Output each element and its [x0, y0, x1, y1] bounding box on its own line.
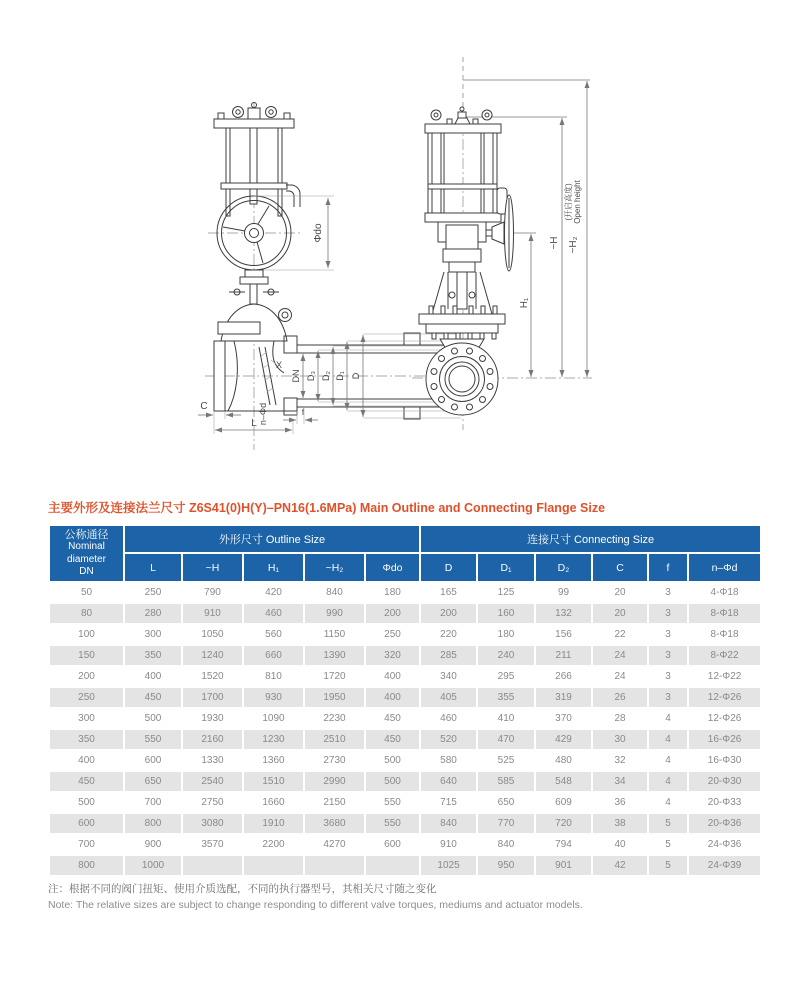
table-cell: 40 — [593, 835, 647, 854]
table-cell: 32 — [593, 751, 647, 770]
table-cell: 901 — [536, 856, 591, 875]
table-row — [50, 583, 760, 602]
table-cell: 20-Φ33 — [689, 793, 760, 812]
note-chinese: 注：根据不同的阀门扭矩、使用介质选配，不同的执行器型号，其相关尺寸随之变化 — [48, 883, 437, 895]
table-cell: 520 — [421, 730, 476, 749]
table-cell: 250 — [50, 688, 123, 707]
table-cell: 1660 — [244, 793, 303, 812]
table-cell: 500 — [50, 793, 123, 812]
table-cell: 2230 — [305, 709, 364, 728]
column-header-d2: D₂ — [536, 554, 591, 581]
column-header-phi-do: Φdo — [366, 554, 419, 581]
table-cell: 355 — [478, 688, 534, 707]
table-cell: 1000 — [125, 856, 181, 875]
dim-label-open-height-cn: (开启高度) — [564, 183, 573, 221]
table-cell — [305, 856, 364, 875]
table-cell: 320 — [366, 646, 419, 665]
table-cell: 266 — [536, 667, 591, 686]
table-cell: 300 — [125, 625, 181, 644]
table-body — [50, 583, 760, 875]
table-cell: 8-Φ18 — [689, 625, 760, 644]
table-cell: 20 — [593, 583, 647, 602]
dim-label-h1: H₁ — [519, 297, 530, 309]
column-header-h: ~H — [183, 554, 242, 581]
table-cell: 1360 — [244, 751, 303, 770]
table-cell: 650 — [125, 772, 181, 791]
table-cell: 16-Φ30 — [689, 751, 760, 770]
table-cell: 1910 — [244, 814, 303, 833]
table-cell: 280 — [125, 604, 181, 623]
table-cell: 400 — [50, 751, 123, 770]
table-cell: 4 — [649, 793, 687, 812]
table-cell: 460 — [244, 604, 303, 623]
table-cell: 1950 — [305, 688, 364, 707]
table-cell: 350 — [50, 730, 123, 749]
table-cell: 4 — [649, 730, 687, 749]
table-cell: 250 — [125, 583, 181, 602]
table-cell: 720 — [536, 814, 591, 833]
table-cell: 580 — [421, 751, 476, 770]
table-cell: 240 — [478, 646, 534, 665]
table-cell: 800 — [50, 856, 123, 875]
table-cell: 2990 — [305, 772, 364, 791]
table-cell: 1390 — [305, 646, 364, 665]
table-cell: 12-Φ26 — [689, 688, 760, 707]
dim-label-phi-do: Φdo — [313, 223, 324, 243]
dim-label-h: ~H — [549, 236, 560, 250]
table-cell: 1520 — [183, 667, 242, 686]
table-row — [50, 646, 760, 665]
column-header-nominal-diameter — [50, 526, 123, 581]
table-cell: 1090 — [244, 709, 303, 728]
table-cell: 1700 — [183, 688, 242, 707]
table-cell: 990 — [305, 604, 364, 623]
table-cell: 4-Φ18 — [689, 583, 760, 602]
table-cell: 132 — [536, 604, 591, 623]
table-cell: 450 — [366, 730, 419, 749]
table-cell: 470 — [478, 730, 534, 749]
dim-label-open-height-en: Open height — [573, 180, 582, 224]
dim-label-n-phi-d: n–Φd — [258, 402, 268, 426]
table-cell: 80 — [50, 604, 123, 623]
dim-label-d: D — [351, 372, 361, 380]
dim-label-d1: D₁ — [335, 371, 345, 381]
table-cell: 4 — [649, 709, 687, 728]
table-cell: 450 — [366, 709, 419, 728]
table-cell: 794 — [536, 835, 591, 854]
table-cell: 5 — [649, 835, 687, 854]
table-cell: 450 — [125, 688, 181, 707]
table-cell: 3 — [649, 604, 687, 623]
table-cell: 211 — [536, 646, 591, 665]
table-cell: 3 — [649, 688, 687, 707]
table-cell: 5 — [649, 814, 687, 833]
table-cell: 20-Φ30 — [689, 772, 760, 791]
dim-label-x: X — [275, 360, 283, 370]
table-cell: 28 — [593, 709, 647, 728]
table-cell: 4 — [649, 751, 687, 770]
table-cell: 350 — [125, 646, 181, 665]
table-cell: 156 — [536, 625, 591, 644]
dim-label-d3: D₃ — [306, 370, 316, 382]
column-header-h1: H₁ — [244, 554, 303, 581]
dim-label-f: f — [301, 407, 305, 417]
table-cell: 22 — [593, 625, 647, 644]
table-cell: 770 — [478, 814, 534, 833]
table-cell: 480 — [536, 751, 591, 770]
table-cell: 285 — [421, 646, 476, 665]
table-cell: 600 — [125, 751, 181, 770]
table-cell: 24 — [593, 667, 647, 686]
table-cell: 5 — [649, 856, 687, 875]
table-cell: 900 — [125, 835, 181, 854]
table-cell: 525 — [478, 751, 534, 770]
table-cell: 2150 — [305, 793, 364, 812]
table-cell: 1230 — [244, 730, 303, 749]
table-cell: 585 — [478, 772, 534, 791]
table-cell: 420 — [244, 583, 303, 602]
table-cell: 200 — [366, 604, 419, 623]
table-cell: 840 — [421, 814, 476, 833]
column-header-f: f — [649, 554, 687, 581]
table-cell: 1930 — [183, 709, 242, 728]
table-header — [50, 526, 760, 581]
table-cell: 2200 — [244, 835, 303, 854]
table-cell: 3 — [649, 667, 687, 686]
table-cell: 910 — [421, 835, 476, 854]
table-row — [50, 688, 760, 707]
table-cell: 4270 — [305, 835, 364, 854]
table-cell: 810 — [244, 667, 303, 686]
table-cell: 36 — [593, 793, 647, 812]
table-cell: 600 — [366, 835, 419, 854]
table-cell: 200 — [421, 604, 476, 623]
table-cell: 600 — [50, 814, 123, 833]
table-cell: 2750 — [183, 793, 242, 812]
table-row — [50, 793, 760, 812]
table-cell: 3570 — [183, 835, 242, 854]
table-row — [50, 709, 760, 728]
table-cell: 660 — [244, 646, 303, 665]
table-cell: 460 — [421, 709, 476, 728]
table-row — [50, 604, 760, 623]
table-cell: 1330 — [183, 751, 242, 770]
table-row — [50, 625, 760, 644]
table-cell: 2730 — [305, 751, 364, 770]
table-cell: 12-Φ26 — [689, 709, 760, 728]
table-cell — [244, 856, 303, 875]
table-cell: 2510 — [305, 730, 364, 749]
table-cell: 38 — [593, 814, 647, 833]
table-cell: 1240 — [183, 646, 242, 665]
table-cell: 295 — [478, 667, 534, 686]
table-cell: 1720 — [305, 667, 364, 686]
header-line-en1: Nominal — [68, 541, 105, 552]
table-cell: 1150 — [305, 625, 364, 644]
table-cell: 560 — [244, 625, 303, 644]
table-row — [50, 856, 760, 875]
table-cell: 200 — [50, 667, 123, 686]
table-cell: 30 — [593, 730, 647, 749]
table-cell: 450 — [50, 772, 123, 791]
table-cell: 2160 — [183, 730, 242, 749]
table-row — [50, 814, 760, 833]
table-cell: 99 — [536, 583, 591, 602]
column-header-h2: ~H₂ — [305, 554, 364, 581]
table-cell: 100 — [50, 625, 123, 644]
column-group-connecting-size: 连接尺寸 Connecting Size — [421, 526, 760, 552]
table-cell: 550 — [366, 793, 419, 812]
table-cell: 550 — [125, 730, 181, 749]
table-cell — [366, 856, 419, 875]
table-cell: 20 — [593, 604, 647, 623]
table-cell: 910 — [183, 604, 242, 623]
table-cell: 840 — [478, 835, 534, 854]
table-cell: 950 — [478, 856, 534, 875]
table-cell: 4 — [649, 772, 687, 791]
table-cell: 165 — [421, 583, 476, 602]
header-line-cn: 公称通径 — [64, 528, 109, 541]
table-cell: 220 — [421, 625, 476, 644]
table-cell: 24-Φ39 — [689, 856, 760, 875]
table-cell: 500 — [125, 709, 181, 728]
table-cell: 150 — [50, 646, 123, 665]
table-cell: 410 — [478, 709, 534, 728]
table-cell: 640 — [421, 772, 476, 791]
table-cell: 180 — [366, 583, 419, 602]
table-row — [50, 751, 760, 770]
table-cell: 8-Φ22 — [689, 646, 760, 665]
footnotes — [48, 881, 760, 911]
table-cell: 548 — [536, 772, 591, 791]
table-cell: 1025 — [421, 856, 476, 875]
column-header-n-phi-d: n–Φd — [689, 554, 760, 581]
section-title: 主要外形及连接法兰尺寸 Z6S41(0)H(Y)–PN16(1.6MPa) Main Outline and Connecting Flange Size — [48, 501, 606, 515]
column-header-d1: D₁ — [478, 554, 534, 581]
table-cell: 609 — [536, 793, 591, 812]
table-cell: 3 — [649, 625, 687, 644]
header-line-en2: diameter — [67, 553, 106, 565]
table-cell: 16-Φ26 — [689, 730, 760, 749]
table-cell: 2540 — [183, 772, 242, 791]
dim-label-c: C — [200, 401, 208, 412]
table-cell: 340 — [421, 667, 476, 686]
table-cell: 700 — [50, 835, 123, 854]
column-header-c: C — [593, 554, 647, 581]
table-cell: 700 — [125, 793, 181, 812]
table-cell: 370 — [536, 709, 591, 728]
table-cell: 550 — [366, 814, 419, 833]
table-cell: 800 — [125, 814, 181, 833]
table-cell: 400 — [125, 667, 181, 686]
table-cell: 125 — [478, 583, 534, 602]
table-cell: 429 — [536, 730, 591, 749]
table-cell: 180 — [478, 625, 534, 644]
table-cell: 300 — [50, 709, 123, 728]
table-cell: 3 — [649, 583, 687, 602]
table-cell: 26 — [593, 688, 647, 707]
table-cell: 1510 — [244, 772, 303, 791]
column-group-outline-size: 外形尺寸 Outline Size — [125, 526, 419, 552]
dim-label-dn: DN — [291, 369, 301, 383]
table-cell: 50 — [50, 583, 123, 602]
column-header-l: L — [125, 554, 181, 581]
table-cell: 12-Φ22 — [689, 667, 760, 686]
table-cell: 3 — [649, 646, 687, 665]
table-cell: 160 — [478, 604, 534, 623]
table-cell: 250 — [366, 625, 419, 644]
table-row — [50, 835, 760, 854]
note-english: Note: The relative sizes are subject to change responding to different valve torques, mediums and actuator models. — [48, 899, 583, 911]
dim-label-l: L — [251, 418, 257, 429]
table-row — [50, 730, 760, 749]
table-cell: 790 — [183, 583, 242, 602]
table-cell: 840 — [305, 583, 364, 602]
table-cell: 319 — [536, 688, 591, 707]
table-row — [50, 667, 760, 686]
table-cell: 24 — [593, 646, 647, 665]
table-cell: 34 — [593, 772, 647, 791]
dim-label-h2: ~H₂ — [568, 236, 579, 254]
dim-label-d2: D₂ — [321, 371, 331, 381]
table-cell: 650 — [478, 793, 534, 812]
table-cell: 400 — [366, 667, 419, 686]
table-cell: 500 — [366, 772, 419, 791]
header-line-dn: DN — [79, 566, 94, 577]
table-cell: 24-Φ36 — [689, 835, 760, 854]
table-cell: 8-Φ18 — [689, 604, 760, 623]
table-cell — [183, 856, 242, 875]
table-cell: 400 — [366, 688, 419, 707]
table-cell: 930 — [244, 688, 303, 707]
table-cell: 42 — [593, 856, 647, 875]
table-cell: 3080 — [183, 814, 242, 833]
table-cell: 1050 — [183, 625, 242, 644]
table-cell: 405 — [421, 688, 476, 707]
column-header-d: D — [421, 554, 476, 581]
table-row — [50, 772, 760, 791]
table-cell: 715 — [421, 793, 476, 812]
dimension-table — [48, 524, 762, 877]
table-cell: 500 — [366, 751, 419, 770]
side-view-drawing — [412, 57, 592, 430]
table-cell: 20-Φ36 — [689, 814, 760, 833]
table-cell: 3680 — [305, 814, 364, 833]
